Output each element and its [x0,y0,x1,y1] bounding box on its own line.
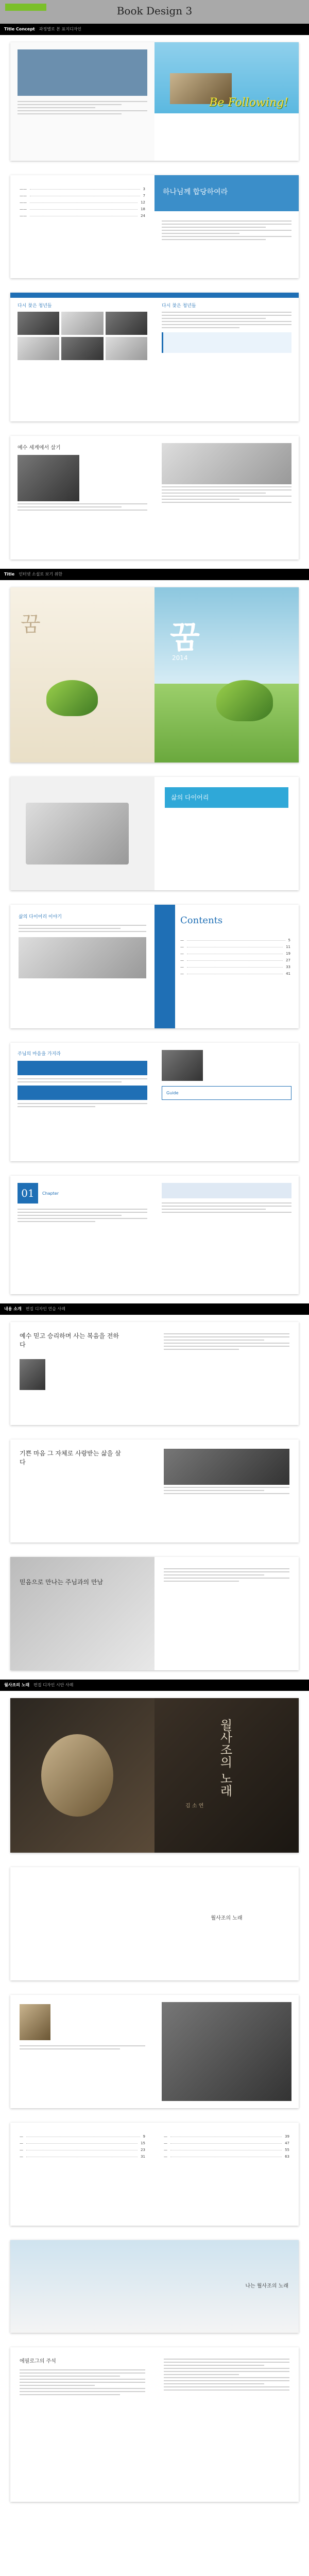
dream-watermark: 꿈 [21,613,41,636]
page-testimony1-right [154,1322,299,1425]
guide-bar-2 [18,1086,147,1100]
guide-heading: 주님의 마음을 가지라 [18,1052,61,1057]
section-subtitle: 편집 디자인 시안 사례 [33,1683,74,1687]
chapter-title: 하나님께 합당하여라 [163,188,228,196]
portrait-photo [20,1359,45,1390]
article-photo [18,455,79,501]
page-chapter-right [154,175,299,278]
section-header-3 [0,1303,309,1315]
guide-bar-1 [18,1061,147,1075]
dream-title: 꿈 [170,620,200,656]
photo-6 [106,337,147,360]
section-subtitle: 과정별로 본 표지디자인 [39,27,82,31]
spread-diary [10,777,299,890]
book-title-vertical: 월사조의 노래 [218,1719,232,1797]
spread-photo-story [10,1995,299,2108]
quote-box [162,332,291,353]
spread-contents [10,905,299,1028]
full-page-photo [162,2002,291,2101]
top-banner [0,0,309,24]
page-article-right [154,436,299,560]
spread-title-page [10,1867,299,1980]
page-epilogue-left [10,2347,154,2502]
spread-song [10,2240,299,2333]
cover-title: Be Following! [209,96,288,109]
small-portrait [20,2004,50,2040]
spread-article [10,436,299,560]
book-photo [26,803,129,865]
page-photos-right [154,293,299,421]
guide-box: Guide [162,1086,291,1100]
page-front-cover [154,42,299,161]
page-photos-left [10,293,154,421]
diary-title-band: 삶의 다이어리 [165,787,288,808]
page-toc-left: — 9 — 15 — 23 — 31 [20,2134,145,2159]
book-author: 김 소 연 [185,1803,204,1809]
cover-photo [18,49,147,96]
page-epilogue-right [154,2347,299,2502]
page-chapter01-right [154,1176,299,1294]
page-title: Book Design 3 [116,5,193,17]
spread-book-cover [10,1698,299,1853]
page-song-right [154,2240,299,2333]
author-portrait [41,1734,113,1817]
section-heading-right: 다시 찾은 청년들 [162,303,196,309]
page-testimony3-left [10,1557,154,1670]
section-tag: 월사조의 노래 [4,1683,30,1687]
tree-heart-illustration [46,680,98,716]
section-header-4 [0,1680,309,1691]
page-dream-left [10,587,154,762]
contents-title: Contents [180,915,223,926]
page-contents-right: Contents — 5 — 11 — 19 — 27 — 33 — 41 [154,905,299,1028]
page-contents-left [10,905,154,1028]
photo-3 [106,312,147,335]
page-chapter01-left [10,1176,154,1294]
section-heading: 다시 찾은 청년들 [18,303,52,309]
spread-chapter-01 [10,1176,299,1294]
section-tag: Title Concept [4,27,35,31]
spread-photos [10,293,299,421]
contents-photo [19,937,146,978]
page-chapter-left: —— 3 —— 7 —— 12 —— 18 —— 24 [10,175,154,278]
page-back-cover [10,42,154,161]
testimony-heading: 예수 믿고 승리하며 사는 복음을 전하다 [20,1332,119,1348]
photo-4 [18,337,59,360]
page-photostory-left [10,1995,154,2108]
page-diary-left [10,777,154,890]
dream-year: 2014 [172,654,188,662]
song-heading: 나는 월사조의 노래 [245,2283,288,2289]
spread-dream-cover [10,587,299,762]
chapter-banner [154,175,299,211]
group-photo [164,1449,289,1485]
photo-2 [61,312,103,335]
spread-testimony-2 [10,1439,299,1543]
page-book-left [10,1698,154,1853]
page-title-left [10,1867,154,1980]
spread-toc [10,2123,299,2226]
page-guide-left [10,1043,154,1161]
spread-testimony-3 [10,1557,299,1670]
section-header-2 [0,569,309,580]
page-article-left [10,436,154,560]
chapter-number: 01 [18,1183,38,1204]
testimony2-heading: 기쁜 마음 그 자체로 사랑받는 삶을 살다 [20,1450,121,1466]
guide-photo [162,1050,203,1081]
notes-band [162,1183,291,1198]
section-subtitle: 편집 디자인 연습 사례 [25,1307,65,1311]
photo-1 [18,312,59,335]
page-book-right [154,1698,299,1853]
contents-heading: 삶의 다이어리 이야기 [19,914,62,920]
page-testimony2-left [10,1439,154,1543]
page-guide-right [154,1043,299,1161]
tree-heart-illustration-right [216,680,273,721]
page-title-right [154,1867,299,1980]
section-tag: 내용 소개 [4,1307,22,1311]
spread-guide [10,1043,299,1161]
page-diary-right [154,777,299,890]
spread-testimony-1 [10,1322,299,1425]
section-header-1 [0,24,309,35]
page-testimony2-right [154,1439,299,1543]
page-toc-right: — 39 — 47 — 55 — 63 [164,2134,289,2159]
photo-5 [61,337,103,360]
title-page-text: 월사조의 노래 [211,1916,243,1921]
section-tag: Title [4,572,15,577]
spread-chapter-open [10,175,299,278]
testimony3-heading: 믿음으로 만나는 주님과의 만남 [20,1579,104,1586]
page-testimony3-right [154,1557,299,1670]
page-dream-right [154,587,299,762]
contents-side-bar [154,905,175,1028]
page-photostory-right [154,1995,299,2108]
section-subtitle: 인터넷 소설로 보기 위한 [19,572,63,577]
fence-graphic [154,113,299,132]
page-testimony1-left [10,1322,154,1425]
article-photo-right [162,443,291,484]
page-song-left [10,2240,154,2333]
epilogue-heading: 에필로그의 주석 [20,2359,56,2364]
article-heading: 예수 세계에서 살기 [18,445,61,451]
chapter-label: Chapter [42,1191,59,1196]
spread-cover [10,42,299,161]
spread-epilogue [10,2347,299,2502]
